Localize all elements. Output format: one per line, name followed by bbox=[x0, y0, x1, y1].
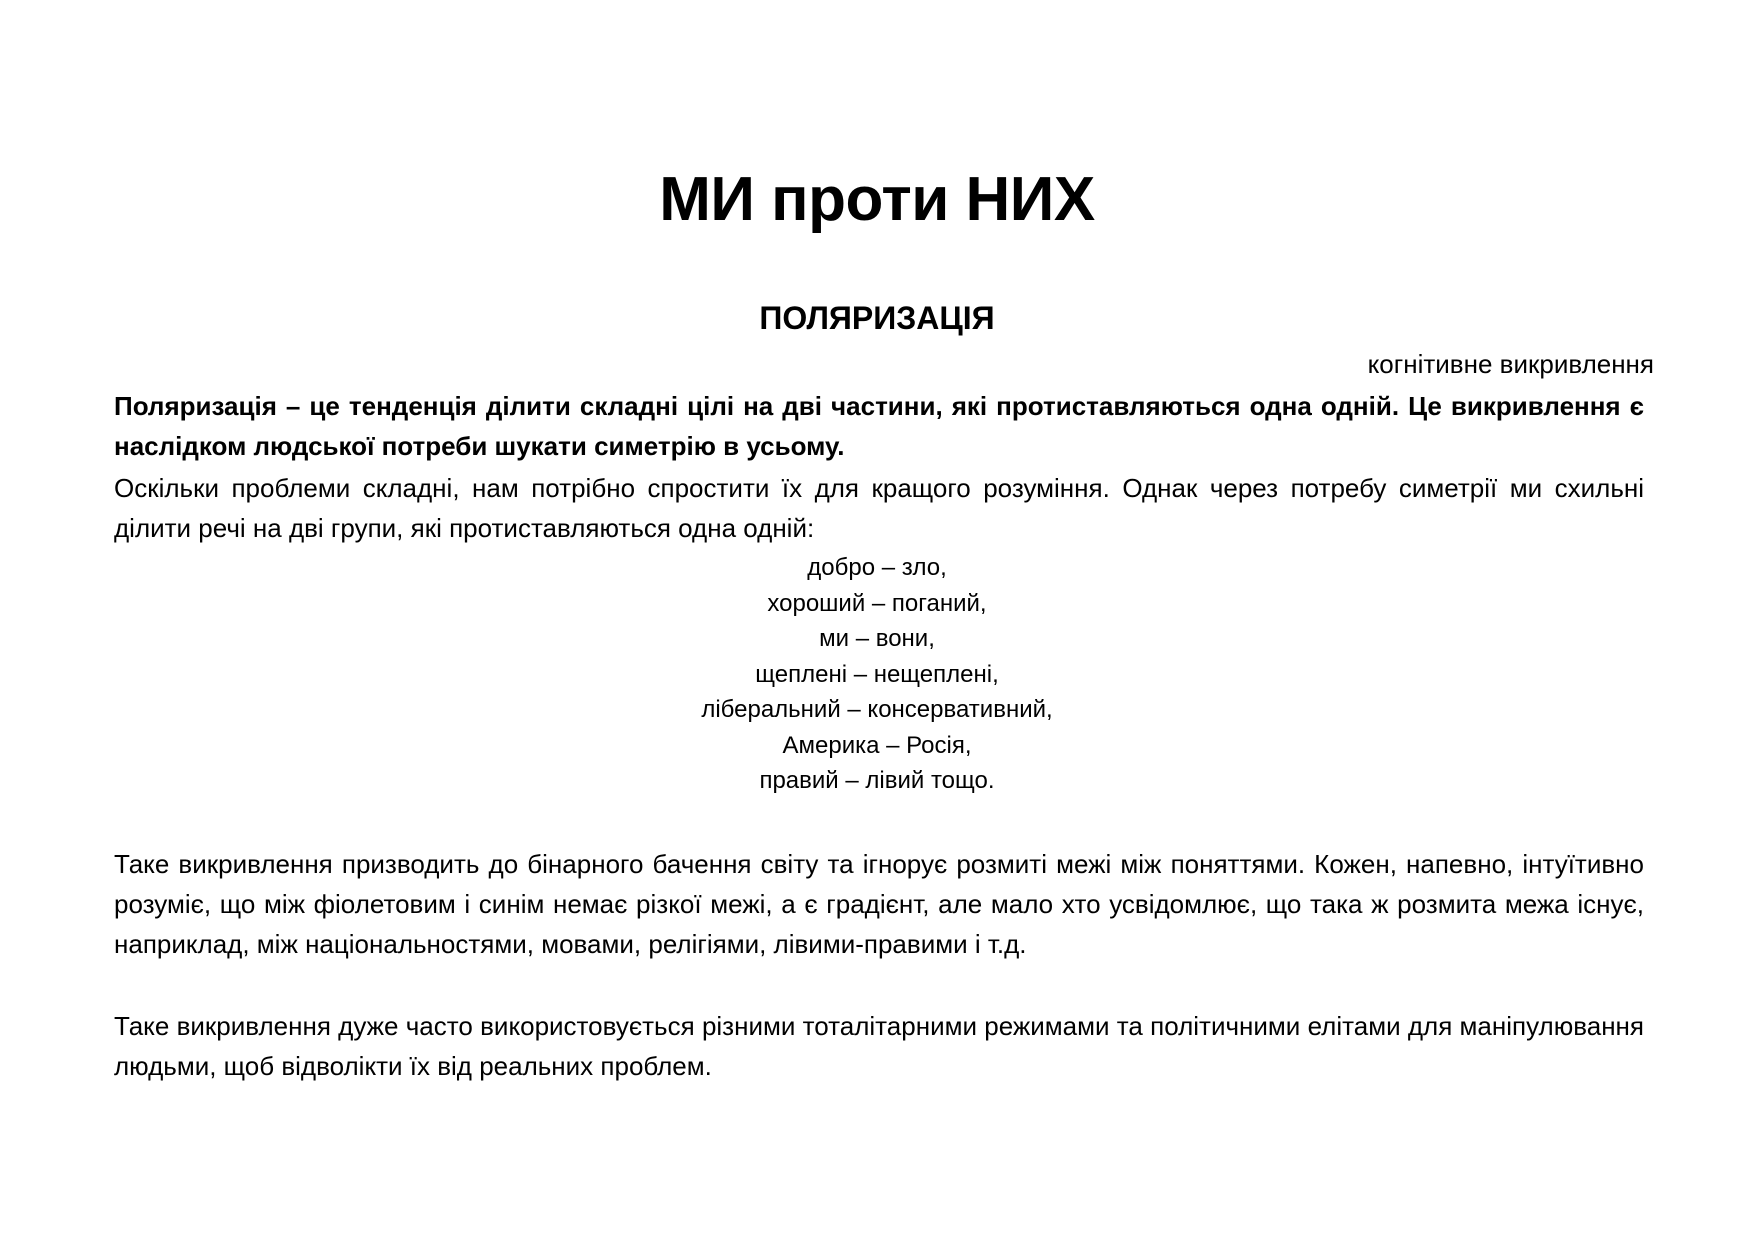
example-item: добро – зло, bbox=[807, 554, 947, 581]
examples-list bbox=[0, 550, 1754, 799]
example-item: ми – вони, bbox=[819, 625, 935, 652]
section-subtitle: ПОЛЯРИЗАЦІЯ bbox=[759, 300, 995, 336]
example-item: ліберальний – консервативний, bbox=[701, 696, 1053, 723]
example-item: правий – лівий тощо. bbox=[759, 767, 995, 794]
example-item: щеплені – нещеплені, bbox=[755, 660, 999, 688]
example-item: Америка – Росія, bbox=[782, 731, 972, 759]
example-item: хороший – поганий, bbox=[767, 589, 987, 617]
explanation-paragraph: Оскільки проблеми складні, нам потрібно спростити їх для кращого розуміння. Однак через потребу симетрії ми схильні ділити речі на дві групи, які протиставляються одна одній: bbox=[114, 473, 1644, 543]
category-label: когнітивне викривлення bbox=[1367, 349, 1654, 379]
definition-paragraph: Поляризація – це тенденція ділити складні цілі на дві частини, які протиставляються одна одній. Це викривлення є наслідком людської потреби шукати симетрію в усьому. bbox=[114, 391, 1644, 461]
consequence-paragraph: Таке викривлення призводить до бінарного бачення світу та ігнорує розмиті межі між поняттями. Кожен, напевно, інтуїтивно розуміє, що між фіолетовим і синім немає різкої межі, а є градієнт, але мало хто усвідомлює, що така ж розмита межа існує, наприклад, між національностями, мовами, релігіями, лівими-правими і т.д. bbox=[114, 849, 1644, 959]
usage-paragraph: Таке викривлення дуже часто використовується різними тоталітарними режимами та політичними елітами для маніпулювання людьми, щоб відволікти їх від реальних проблем. bbox=[114, 1011, 1644, 1081]
page-title: МИ проти НИХ bbox=[659, 165, 1095, 234]
